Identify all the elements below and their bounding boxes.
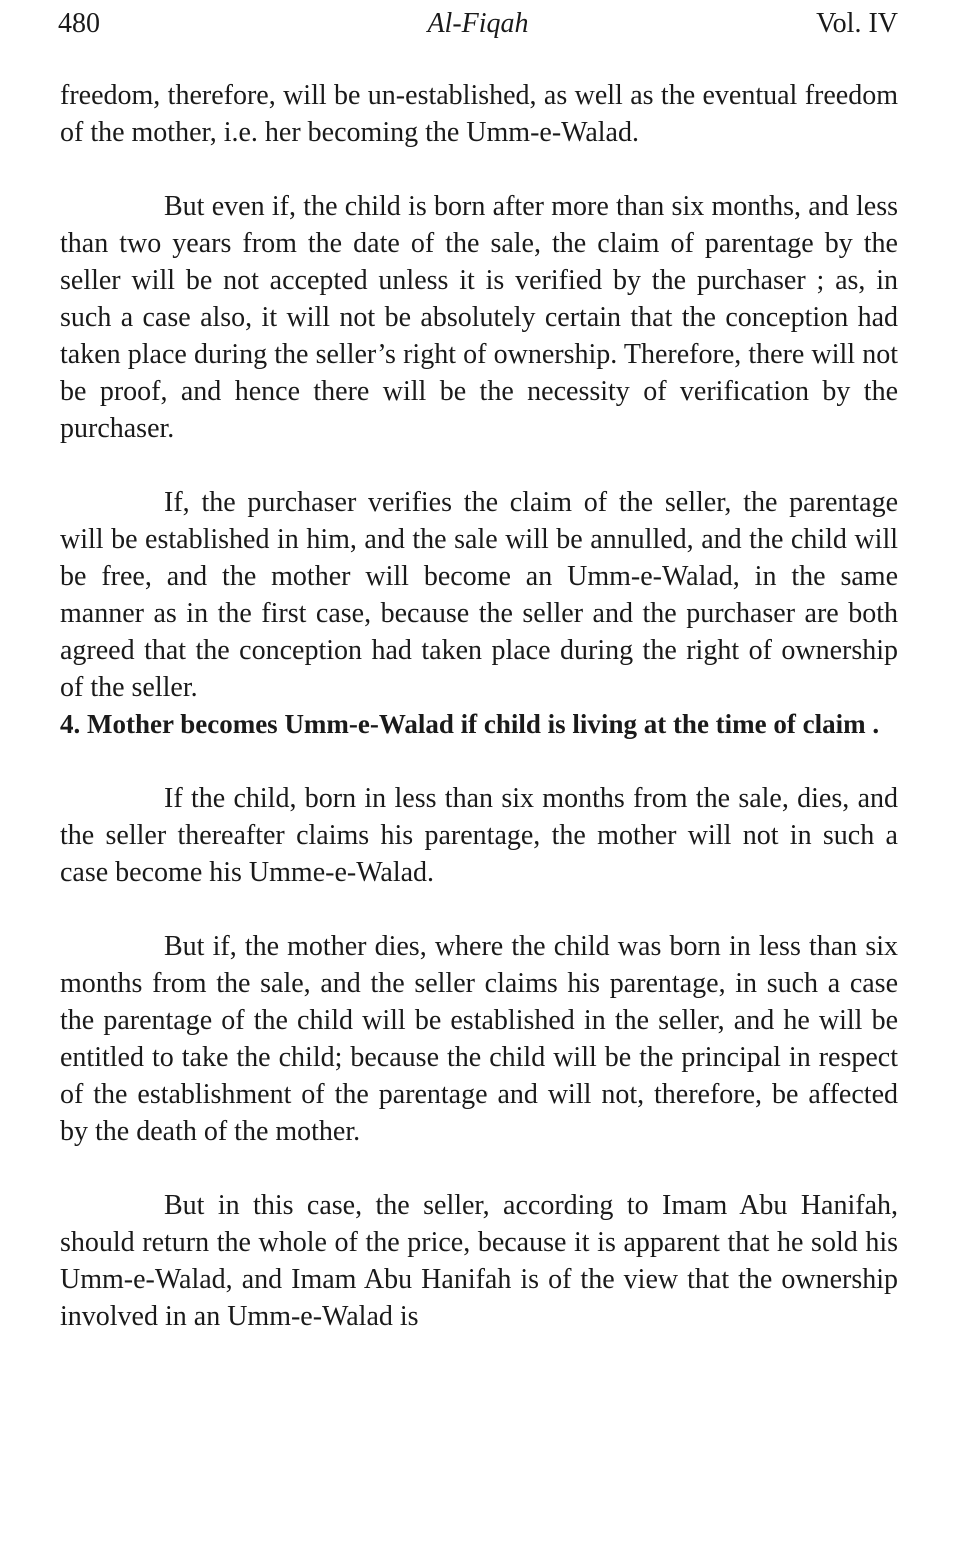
page-number: 480 [58, 8, 100, 39]
page-body [60, 77, 898, 1335]
continued-paragraph: freedom, therefore, will be un-established, as well as the eventual freedom of the mother, i.e. her becoming the Umm-e-Walad. [60, 80, 898, 148]
paragraph: If the child, born in less than six months from the sale, dies, and the seller thereafter claims his parentage, the mother will not in such a case become his Umme-e-Walad. [60, 783, 898, 888]
paragraph: But even if, the child is born after more than six months, and less than two years from the date of the sale, the claim of parentage by the seller will be not accepted unless it is verified by the purchaser ; as, in such a case also, it will not be absolutely certain that the conception had taken place during the seller’s right of ownership. Therefore, there will not be proof, and hence there will be the necessity of verification by the purchaser. [60, 191, 898, 444]
paragraph: If, the purchaser verifies the claim of the seller, the parentage will be established in him, and the sale will be annulled, and the child will be free, and the mother will become an Umm-e-Walad, in the same manner as in the first case, because the seller and the purchaser are both agreed that the conception had taken place during the right of ownership of the seller. [60, 487, 898, 703]
running-header [58, 4, 898, 44]
volume-label: Vol. IV [816, 8, 898, 39]
book-title: Al-Fiqah [427, 8, 529, 39]
paragraph: But if, the mother dies, where the child was born in less than six months from the sale, and the seller claims his parentage, in such a case the parentage of the child will be established in the seller, and he will be entitled to take the child; because the child will be the principal in respect of the establishment of the parentage and will not, therefore, be affected by the death of the mother. [60, 931, 898, 1147]
section-heading: 4. Mother becomes Umm-e-Walad if child is living at the time of claim . [60, 709, 880, 739]
paragraph: But in this case, the seller, according to Imam Abu Hanifah, should return the whole of the price, because it is apparent that he sold his Umm-e-Walad, and Imam Abu Hanifah is of the view that the ownership involved in an Umm-e-Walad is [60, 1190, 898, 1332]
